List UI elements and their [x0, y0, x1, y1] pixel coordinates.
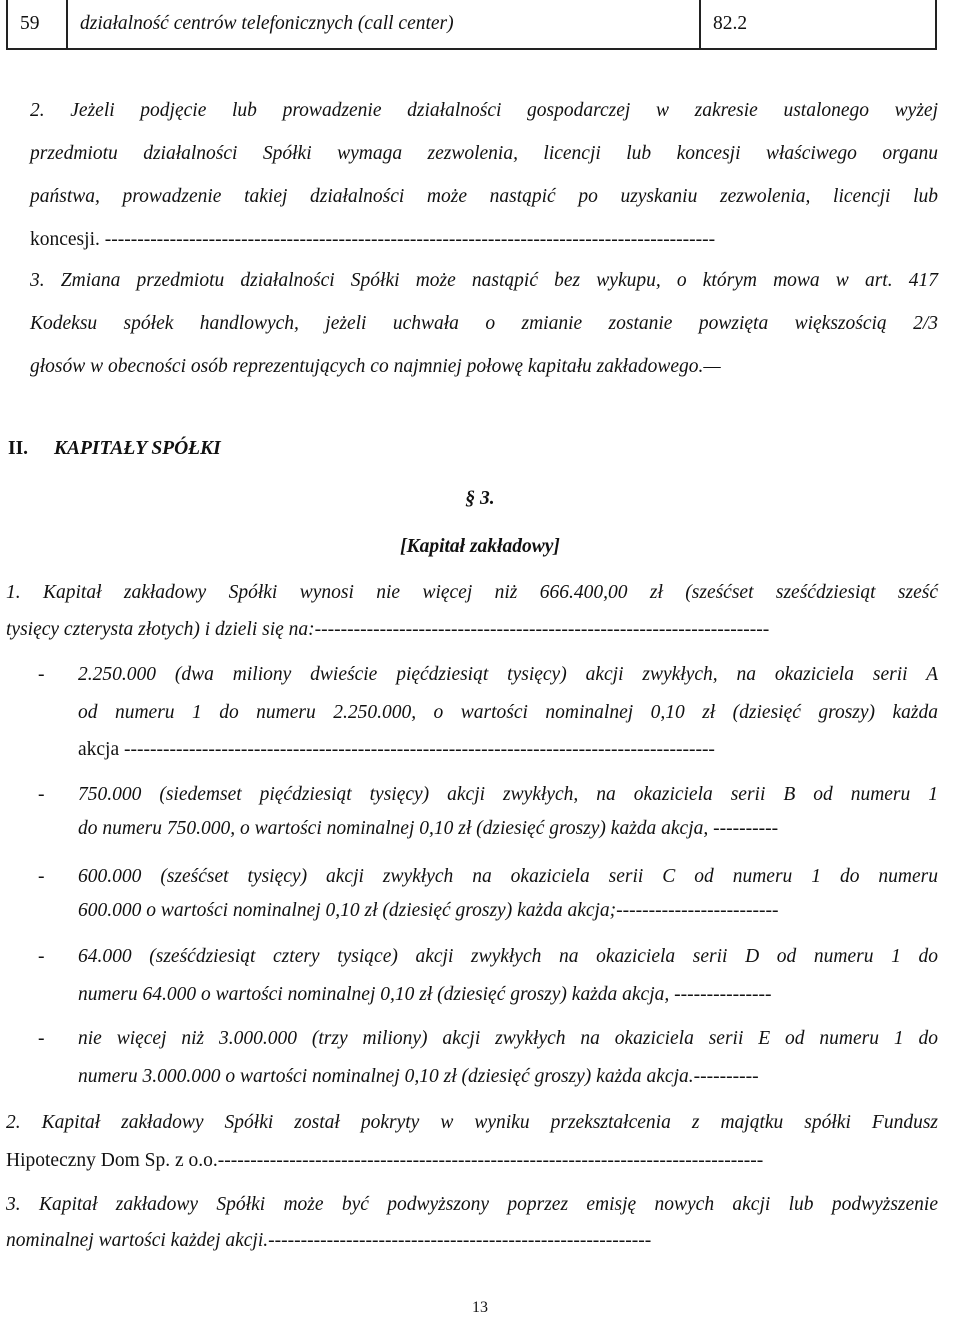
paragraph-line: przedmiotu działalności Spółki wymaga zezwolenia, licencji lub koncesji właściwego organu [30, 143, 938, 164]
capital-intro-line: 1. Kapitał zakładowy Spółki wynosi nie więcej niż 666.400,00 zł (sześćset sześćdziesiąt sześć [6, 582, 938, 603]
section-title: KAPITAŁY SPÓŁKI [54, 438, 221, 459]
paragraph-line: głosów w obecności osób reprezentujących co najmniej połowę kapitału zakładowego.— [30, 356, 721, 377]
table-cell-description: działalność centrów telefonicznych (call center) [68, 0, 701, 48]
paragraph-sign: § 3. [465, 488, 495, 509]
table-cell-number: 59 [8, 0, 68, 48]
list-marker: - [38, 866, 45, 887]
list-item-line: 2.250.000 (dwa miliony dwieście pięćdziesiąt tysięcy) akcji zwykłych, na okaziciela serii A [78, 664, 938, 685]
paragraph-line: 2. Jeżeli podjęcie lub prowadzenie działalności gospodarczej w zakresie ustalonego wyżej [30, 100, 938, 121]
paragraph-title: [Kapitał zakładowy] [400, 536, 560, 557]
list-item-line: 64.000 (sześćdziesiąt cztery tysiące) akcji zwykłych na okaziciela serii D od numeru 1 do [78, 946, 938, 967]
list-item-line: numeru 64.000 o wartości nominalnej 0,10 zł (dziesięć groszy) każda akcja, --------------- [78, 984, 772, 1005]
list-marker: - [38, 946, 45, 967]
list-marker: - [38, 664, 45, 685]
list-item-line: od numeru 1 do numeru 2.250.000, o wartości nominalnej 0,10 zł (dziesięć groszy) każda [78, 702, 938, 723]
capital-point-2-line: Hipoteczny Dom Sp. z o.o.------------------------------------------------------------------------------------ [6, 1150, 764, 1171]
capital-point-2-line: 2. Kapitał zakładowy Spółki został pokryty w wyniku przekształcenia z majątku spółki Fundusz [6, 1112, 938, 1133]
section-number: II. [8, 438, 29, 459]
list-item-line: 600.000 (sześćset tysięcy) akcji zwykłych na okaziciela serii C od numeru 1 do numeru [78, 866, 938, 887]
list-item-line: numeru 3.000.000 o wartości nominalnej 0,10 zł (dziesięć groszy) każda akcja.---------- [78, 1066, 759, 1087]
list-marker: - [38, 784, 45, 805]
list-item-line: do numeru 750.000, o wartości nominalnej 0,10 zł (dziesięć groszy) każda akcja, ---------- [78, 818, 779, 839]
paragraph-line: 3. Zmiana przedmiotu działalności Spółki może nastąpić bez wykupu, o którym mowa w art. 417 [30, 270, 938, 291]
page-number: 13 [472, 1299, 488, 1316]
capital-intro-line: tysięcy czterysta złotych) i dzieli się na:---------------------------------------------------------------------- [6, 619, 770, 640]
capital-point-3-line: nominalnej wartości każdej akcji.----------------------------------------------------------- [6, 1230, 652, 1251]
list-item-line: 600.000 o wartości nominalnej 0,10 zł (dziesięć groszy) każda akcja;------------------------- [78, 900, 779, 921]
paragraph-line: państwa, prowadzenie takiej działalności może nastąpić po uzyskaniu zezwolenia, licencji lub [30, 186, 938, 207]
capital-point-3-line: 3. Kapitał zakładowy Spółki może być podwyższony poprzez emisję nowych akcji lub podwyższenie [6, 1194, 938, 1215]
list-item-line: 750.000 (siedemset pięćdziesiąt tysięcy) akcji zwykłych, na okaziciela serii B od numeru 1 [78, 784, 938, 805]
list-item-line: nie więcej niż 3.000.000 (trzy miliony) akcji zwykłych na okaziciela serii E od numeru 1 do [78, 1028, 938, 1049]
paragraph-line: Kodeksu spółek handlowych, jeżeli uchwała o zmianie zostanie powzięta większością 2/3 [30, 313, 938, 334]
list-item-line: akcja ------------------------------------------------------------------------------------------- [78, 739, 715, 760]
list-marker: - [38, 1028, 45, 1049]
table-row [6, 0, 937, 50]
paragraph-line: koncesji. ---------------------------------------------------------------------------------------------- [30, 229, 716, 250]
table-cell-code: 82.2 [713, 13, 748, 34]
